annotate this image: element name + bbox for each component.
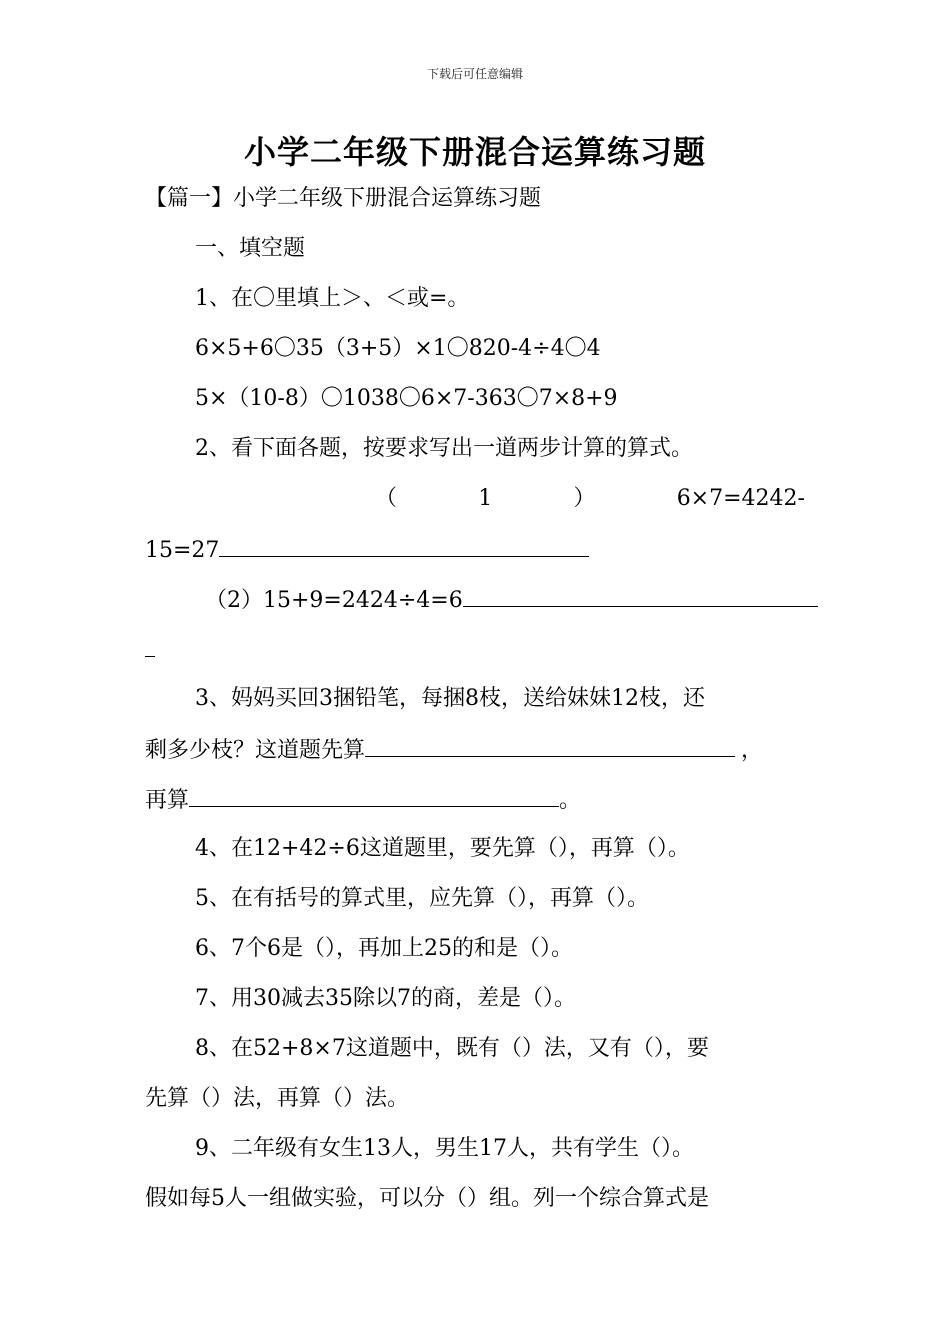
paren-open: （ — [375, 486, 398, 511]
answer-blank[interactable] — [219, 534, 589, 557]
equation: 6×7=4242- — [676, 486, 805, 511]
equation-cont: 15=27 — [145, 538, 220, 563]
question-2-item-1-cont — [145, 534, 805, 566]
question-6: 6、7个6是（），再加上25的和是（）。 — [195, 936, 573, 961]
answer-blank-cont[interactable] — [145, 634, 155, 657]
part-heading: 一、填空题 — [195, 236, 306, 261]
text: 再算 — [145, 788, 190, 813]
question-3-row-2 — [145, 734, 805, 766]
text: ， — [741, 738, 764, 763]
text: 。 — [559, 788, 582, 813]
question-8-row-2: 先算（）法，再算（）法。 — [145, 1086, 410, 1111]
answer-blank[interactable] — [463, 584, 818, 607]
question-2: 2、看下面各题，按要求写出一道两步计算的算式。 — [195, 436, 693, 461]
question-3-row-3 — [145, 784, 805, 816]
question-8-row-1: 8、在52+8×7这道题中，既有（）法，又有（），要 — [195, 1036, 709, 1061]
question-7: 7、用30减去35除以7的商，差是（）。 — [195, 986, 576, 1011]
question-4: 4、在12+42÷6这道题里，要先算（），再算（）。 — [195, 836, 690, 861]
page-header: 下载后可任意编辑 — [426, 67, 523, 81]
question-9-row-1: 9、二年级有女生13人，男生17人，共有学生（）。 — [195, 1136, 694, 1161]
answer-blank[interactable] — [189, 784, 559, 807]
page-title: 小学二年级下册混合运算练习题 — [243, 133, 706, 171]
question-1: 1、在〇里填上＞、＜或=。 — [195, 286, 470, 311]
question-1-row-2: 5×（10-8）〇1038〇6×7-363〇7×8+9 — [195, 386, 618, 411]
answer-blank[interactable] — [365, 734, 735, 757]
question-2-item-2 — [205, 584, 805, 616]
question-9-row-2: 假如每5人一组做实验，可以分（）组。列一个综合算式是 — [145, 1186, 709, 1211]
paren-close: ） — [573, 486, 596, 511]
item-number: 1 — [478, 486, 493, 511]
text: 剩多少枝？这道题先算 — [145, 738, 366, 763]
equation: （2）15+9=2424÷4=6 — [205, 588, 463, 613]
question-1-row-1: 6×5+6〇35（3+5）×1〇820-4÷4〇4 — [195, 336, 601, 361]
section-heading: 【篇一】小学二年级下册混合运算练习题 — [145, 186, 542, 211]
question-3-row-1: 3、妈妈买回3捆铅笔，每捆8枝，送给妹妹12枝，还 — [195, 686, 705, 711]
question-5: 5、在有括号的算式里，应先算（），再算（）。 — [195, 886, 649, 911]
question-2-item-2-cont — [145, 634, 805, 666]
question-2-item-1 — [375, 484, 805, 514]
